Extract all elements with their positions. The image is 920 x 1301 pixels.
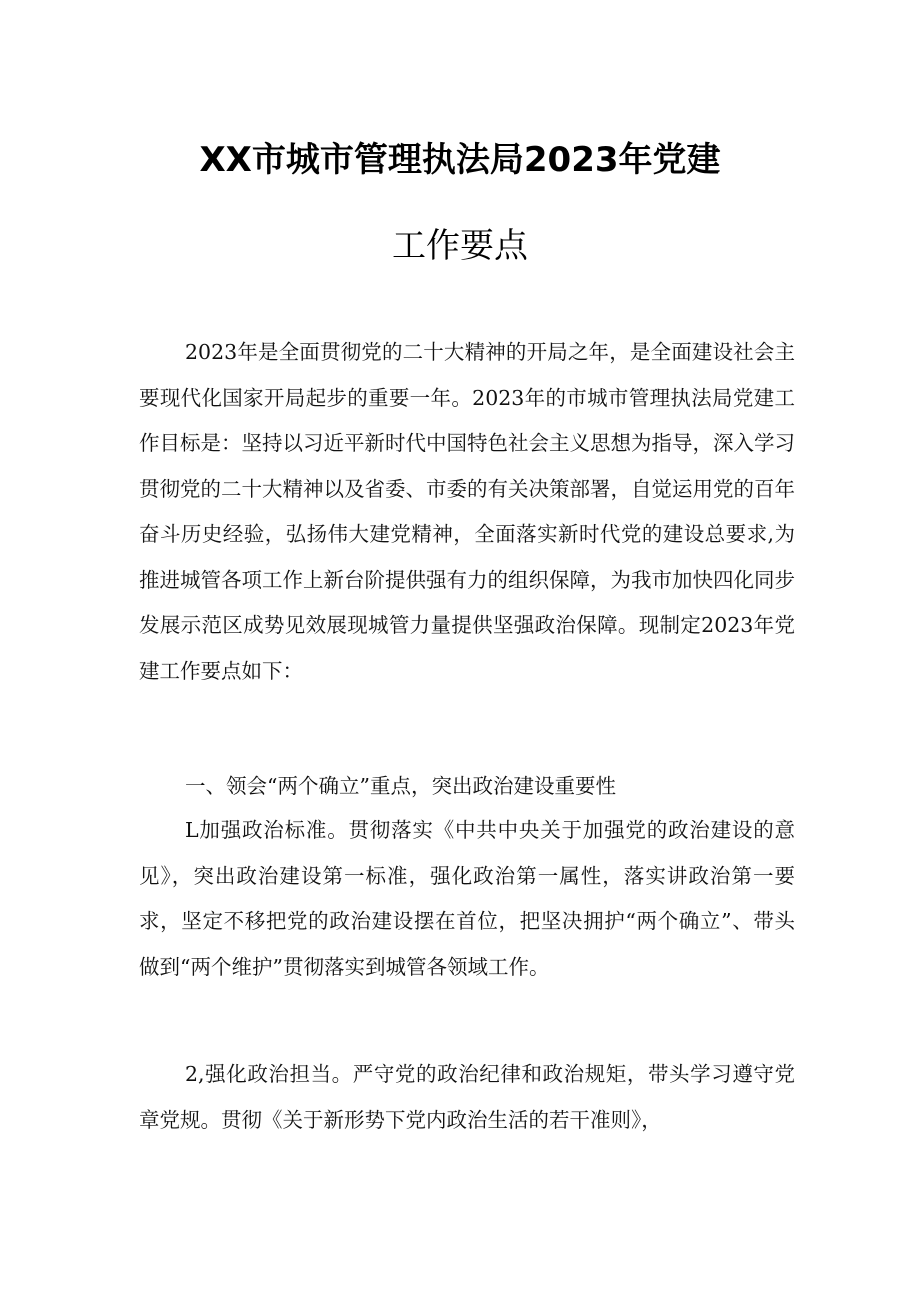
section-heading-block [139, 764, 795, 810]
document-title-line-2: 工作要点 [392, 226, 528, 266]
item-2-paragraph-block [139, 1052, 795, 1143]
item-1-paragraph-block [139, 808, 795, 990]
intro-paragraph: 2023年是全面贯彻党的二十大精神的开局之年，是全面建设社会主要现代化国家开局起步的重要一年。2023年的市城市管理执法局党建工作目标是：坚持以习近平新时代中国特色社会主义思想为指导，深入学习贯彻党的二十大精神以及省委、市委的有关决策部署，自觉运用党的百年奋斗历史经验，弘扬伟大建党精神，全面落实新时代党的建设总要求,为推进城管各项工作上新台阶提供强有力的组织保障，为我市加快四化同步发展示范区成势见效展现城管力量提供坚强政治保障。现制定2023年党建工作要点如下： [139, 340, 795, 683]
intro-paragraph-block [139, 330, 795, 694]
item-2-paragraph: 2,强化政治担当。严守党的政治纪律和政治规矩，带头学习遵守党章党规。贯彻《关于新形势下党内政治生活的若干准则》， [139, 1062, 795, 1132]
section-heading: 一、领会“两个确立”重点，突出政治建设重要性 [185, 774, 616, 798]
item-1-paragraph: L加强政治标准。贯彻落实《中共中央关于加强党的政治建设的意见》，突出政治建设第一标准，强化政治第一属性，落实讲政治第一要求，坚定不移把党的政治建设摆在首位，把坚决拥护“两个确立”、带头做到“两个维护”贯彻落实到城管各领域工作。 [139, 818, 795, 979]
document-title-line-1: XX市城市管理执法局2023年党建 [199, 140, 721, 180]
